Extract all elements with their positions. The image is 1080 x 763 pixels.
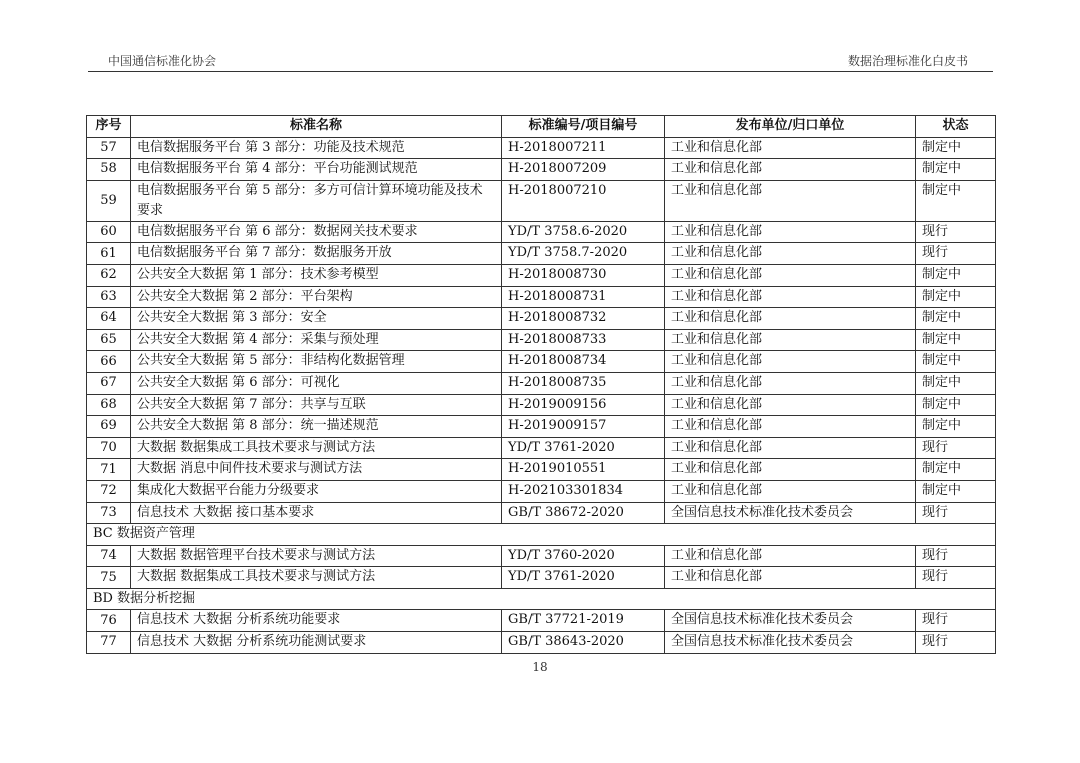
cell-publisher: 工业和信息化部 [665,264,916,286]
table-row [87,264,996,286]
cell-publisher: 工业和信息化部 [665,372,916,394]
cell-seq: 73 [87,502,131,524]
cell-status: 制定中 [916,351,996,373]
cell-publisher: 工业和信息化部 [665,180,916,221]
cell-standard-name: 公共安全大数据 第 8 部分：统一描述规范 [131,416,502,438]
table-row [87,351,996,373]
cell-standard-name: 公共安全大数据 第 3 部分：安全 [131,308,502,330]
table-row [87,545,996,567]
table-header [87,116,996,138]
table-row [87,459,996,481]
cell-seq: 58 [87,159,131,181]
cell-status: 现行 [916,437,996,459]
cell-standard-code: H-202103301834 [502,480,665,502]
table-row [87,480,996,502]
cell-seq: 74 [87,545,131,567]
cell-standard-name: 公共安全大数据 第 5 部分：非结构化数据管理 [131,351,502,373]
cell-publisher: 工业和信息化部 [665,416,916,438]
cell-standard-code: YD/T 3761-2020 [502,437,665,459]
cell-seq: 60 [87,221,131,243]
cell-publisher: 工业和信息化部 [665,221,916,243]
cell-standard-code: H-2019009156 [502,394,665,416]
table-row [87,243,996,265]
header-org-name: 中国通信标准化协会 [108,54,217,68]
cell-standard-code: H-2018008730 [502,264,665,286]
cell-status: 制定中 [916,308,996,330]
table-row [87,416,996,438]
cell-standard-code: GB/T 37721-2019 [502,610,665,632]
cell-publisher: 全国信息技术标准化技术委员会 [665,610,916,632]
cell-publisher: 工业和信息化部 [665,286,916,308]
cell-standard-name: 集成化大数据平台能力分级要求 [131,480,502,502]
cell-publisher: 工业和信息化部 [665,394,916,416]
cell-seq: 61 [87,243,131,265]
column-header-code: 标准编号/项目编号 [502,116,665,138]
cell-standard-code: H-2018008733 [502,329,665,351]
cell-seq: 69 [87,416,131,438]
cell-standard-name: 公共安全大数据 第 7 部分：共享与互联 [131,394,502,416]
cell-seq: 59 [87,180,131,221]
cell-standard-name: 大数据 数据集成工具技术要求与测试方法 [131,567,502,589]
cell-seq: 63 [87,286,131,308]
cell-seq: 64 [87,308,131,330]
cell-standard-name: 电信数据服务平台 第 6 部分：数据网关技术要求 [131,221,502,243]
section-title: BD 数据分析挖掘 [87,588,996,610]
cell-seq: 68 [87,394,131,416]
cell-status: 制定中 [916,372,996,394]
table-row [87,567,996,589]
cell-publisher: 工业和信息化部 [665,437,916,459]
cell-standard-code: H-2018008734 [502,351,665,373]
cell-standard-code: GB/T 38643-2020 [502,632,665,654]
cell-status: 制定中 [916,137,996,159]
column-header-name: 标准名称 [131,116,502,138]
table-row [87,180,996,221]
cell-standard-code: H-2018008732 [502,308,665,330]
cell-seq: 71 [87,459,131,481]
table-row [87,286,996,308]
cell-standard-code: YD/T 3758.6-2020 [502,221,665,243]
cell-publisher: 工业和信息化部 [665,137,916,159]
header-divider [88,71,993,72]
cell-seq: 76 [87,610,131,632]
cell-publisher: 工业和信息化部 [665,159,916,181]
cell-standard-name: 大数据 消息中间件技术要求与测试方法 [131,459,502,481]
cell-seq: 67 [87,372,131,394]
standards-table [86,115,996,654]
cell-status: 现行 [916,221,996,243]
cell-standard-name: 电信数据服务平台 第 7 部分：数据服务开放 [131,243,502,265]
cell-standard-code: H-2018008731 [502,286,665,308]
cell-standard-name: 信息技术 大数据 分析系统功能要求 [131,610,502,632]
header-row [87,116,996,138]
cell-publisher: 工业和信息化部 [665,243,916,265]
page-number: 18 [532,660,548,674]
cell-status: 制定中 [916,394,996,416]
cell-publisher: 全国信息技术标准化技术委员会 [665,502,916,524]
table-row [87,372,996,394]
cell-status: 制定中 [916,264,996,286]
cell-status: 制定中 [916,416,996,438]
cell-standard-code: GB/T 38672-2020 [502,502,665,524]
cell-standard-code: H-2018007209 [502,159,665,181]
cell-publisher: 工业和信息化部 [665,545,916,567]
cell-status: 现行 [916,567,996,589]
cell-status: 制定中 [916,459,996,481]
cell-status: 制定中 [916,329,996,351]
cell-status: 制定中 [916,286,996,308]
cell-standard-name: 信息技术 大数据 接口基本要求 [131,502,502,524]
cell-standard-code: H-2018007210 [502,180,665,221]
cell-seq: 70 [87,437,131,459]
cell-status: 现行 [916,243,996,265]
column-header-status: 状态 [916,116,996,138]
cell-seq: 57 [87,137,131,159]
cell-standard-code: H-2019010551 [502,459,665,481]
cell-standard-name: 公共安全大数据 第 6 部分：可视化 [131,372,502,394]
cell-standard-name: 公共安全大数据 第 2 部分：平台架构 [131,286,502,308]
section-row [87,588,996,610]
cell-publisher: 全国信息技术标准化技术委员会 [665,632,916,654]
table-row [87,221,996,243]
cell-publisher: 工业和信息化部 [665,459,916,481]
cell-status: 现行 [916,545,996,567]
cell-standard-name: 公共安全大数据 第 4 部分：采集与预处理 [131,329,502,351]
cell-publisher: 工业和信息化部 [665,567,916,589]
cell-seq: 77 [87,632,131,654]
table-body [87,137,996,653]
cell-seq: 75 [87,567,131,589]
cell-standard-name: 电信数据服务平台 第 4 部分：平台功能测试规范 [131,159,502,181]
table-row [87,632,996,654]
cell-status: 制定中 [916,180,996,221]
table-row [87,159,996,181]
section-title: BC 数据资产管理 [87,524,996,546]
cell-seq: 66 [87,351,131,373]
cell-standard-name: 大数据 数据管理平台技术要求与测试方法 [131,545,502,567]
cell-status: 制定中 [916,159,996,181]
cell-seq: 62 [87,264,131,286]
cell-standard-code: YD/T 3758.7-2020 [502,243,665,265]
table-row [87,394,996,416]
cell-seq: 65 [87,329,131,351]
cell-status: 现行 [916,632,996,654]
cell-standard-name: 信息技术 大数据 分析系统功能测试要求 [131,632,502,654]
cell-standard-name: 大数据 数据集成工具技术要求与测试方法 [131,437,502,459]
table-row [87,610,996,632]
cell-seq: 72 [87,480,131,502]
table-row [87,137,996,159]
cell-standard-name: 电信数据服务平台 第 3 部分：功能及技术规范 [131,137,502,159]
cell-standard-code: YD/T 3760-2020 [502,545,665,567]
table-row [87,329,996,351]
table-row [87,308,996,330]
cell-status: 现行 [916,502,996,524]
column-header-org: 发布单位/归口单位 [665,116,916,138]
cell-standard-name: 电信数据服务平台 第 5 部分：多方可信计算环境功能及技术要求 [131,180,502,221]
header-document-title: 数据治理标准化白皮书 [847,54,968,68]
cell-standard-code: H-2019009157 [502,416,665,438]
table-row [87,502,996,524]
table-row [87,437,996,459]
cell-publisher: 工业和信息化部 [665,308,916,330]
cell-status: 现行 [916,610,996,632]
cell-publisher: 工业和信息化部 [665,480,916,502]
cell-standard-code: H-2018007211 [502,137,665,159]
cell-publisher: 工业和信息化部 [665,329,916,351]
cell-publisher: 工业和信息化部 [665,351,916,373]
cell-standard-code: H-2018008735 [502,372,665,394]
cell-standard-code: YD/T 3761-2020 [502,567,665,589]
cell-status: 制定中 [916,480,996,502]
cell-standard-name: 公共安全大数据 第 1 部分：技术参考模型 [131,264,502,286]
column-header-seq: 序号 [87,116,131,138]
section-row [87,524,996,546]
